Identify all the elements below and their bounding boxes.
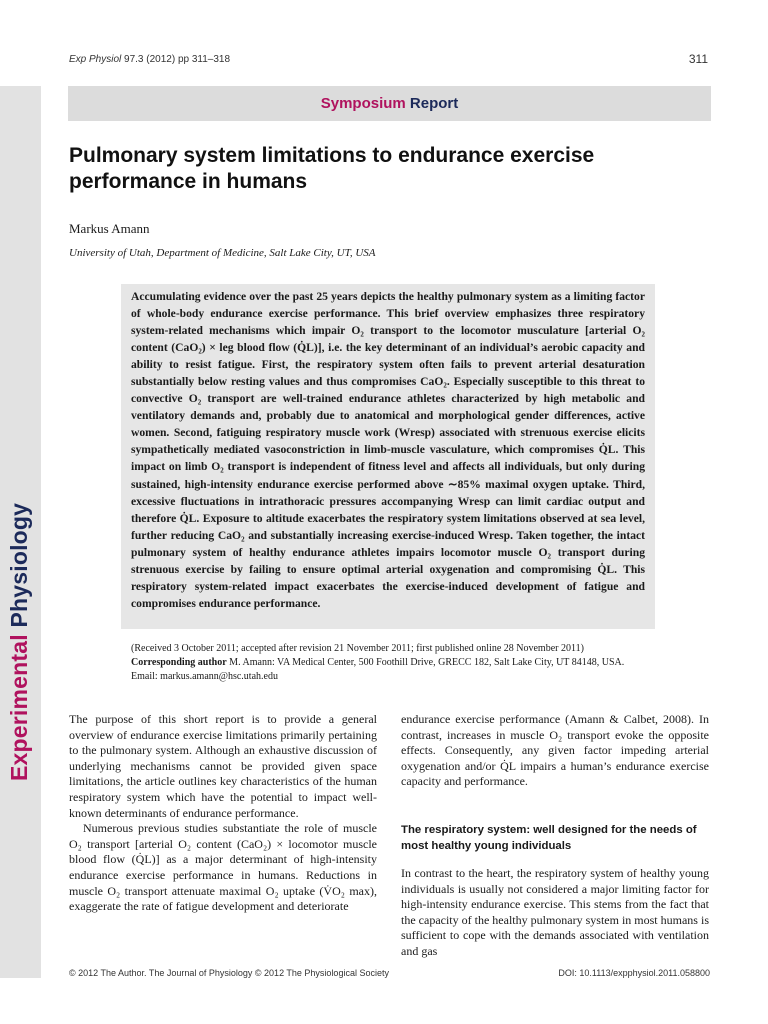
corresponding-author (131, 656, 691, 670)
footer-copyright: © 2012 The Author. The Journal of Physiology © 2012 The Physiological Society (69, 968, 389, 978)
journal-name: Exp Physiol (69, 54, 122, 65)
corresponding-label: Corresponding author (131, 657, 227, 668)
banner-report: Report (409, 95, 459, 112)
journal-volume-pages: 97.3 (2012) pp 311–318 (121, 54, 231, 65)
abstract-box (121, 284, 655, 629)
sidebar-journal-name (6, 503, 33, 781)
body-paragraph: Numerous previous studies substantiate the role of muscle O₂ transport [arterial O₂ content (CaO₂) × locomotor muscle blood flow (Q̇L)] as a major determinant of high-intensity endurance exercise performance in humans. Reductions in muscle O₂ transport attenuate maximal O₂ uptake (V̇O₂ max), exaggerate the rate of fatigue development and deteriorate (69, 821, 377, 914)
sidebar-word-physiology: Physiology (6, 502, 32, 628)
footer-doi: DOI: 10.1113/expphysiol.2011.058800 (558, 968, 710, 978)
article-title: Pulmonary system limitations to endurance exercise performance in humans (69, 144, 595, 193)
body-paragraph: endurance exercise performance (Amann & Calbet, 2008). In contrast, increases in muscle O₂ transport evoke the opposite effects. Consequently, any given factor impeding arterial oxygenation and/or Q̇L impairs a human’s endurance exercise capacity and performance. (401, 712, 709, 789)
banner-symposium: Symposium (320, 95, 406, 112)
journal-reference (69, 54, 230, 65)
received-dates: (Received 3 October 2011; accepted after revision 21 November 2011; first published online 28 November 2011) (131, 643, 584, 654)
section-heading: The respiratory system: well designed for the needs of most healthy young individuals (401, 823, 697, 852)
abstract-text: Accumulating evidence over the past 25 years depicts the healthy pulmonary system as a limiting factor of whole-body endurance exercise performance. This brief overview emphasizes three respiratory system-related mechanisms which impair O₂ transport to the locomotor musculature [arterial O₂ content (CaO₂) × leg blood flow (Q̇L)], i.e. the key determinant of an individual’s aerobic capacity and ability to resist fatigue. First, the respiratory system often fails to prevent arterial desaturation substantially below resting values and thus compromises CaO₂. Especially susceptible to this threat to convective O₂ transport are well-trained endurance athletes characterized by high metabolic and ventilatory demands and, probably due to anatomical and morphological gender differences, active women. Second, fatiguing respiratory muscle work (Wresp) associated with strenuous exercise elicits sympathetically mediated vasoconstriction in limb-muscle vasculature, which compromises Q̇L. This impact on limb O₂ transport is independent of fitness level and affects all individuals, but only during sustained, high-intensity endurance exercise performed above ∼85% maximal oxygen uptake. Third, excessive fluctuations in intrathoracic pressures accompanying Wresp can limit cardiac output and therefore Q̇L. Exposure to altitude exacerbates the respiratory system limitations observed at sea level, further reducing CaO₂ and substantially increasing exercise-induced Wresp. Taken together, the intact pulmonary system of healthy endurance athletes impairs locomotor muscle O₂ transport during strenuous exercise by failing to ensure optimal arterial oxygenation and compromising Q̇L. This respiratory system-related impact exacerbates the exercise-induced development of fatigue and compromises endurance performance. (131, 290, 645, 610)
body-paragraph: The purpose of this short report is to provide a general overview of endurance exercise limitations primarily pertaining to the pulmonary system. Although an exhaustive discussion of underlying mechanisms cannot be provided given space limitations, the article outlines key characteristics of the human respiratory system which have the potential to impact well-known determinants of endurance performance. (69, 712, 377, 820)
article-type-banner (68, 86, 711, 121)
corresponding-address: M. Amann: VA Medical Center, 500 Foothill Drive, GRECC 182, Salt Lake City, UT 84148, USA. (226, 657, 625, 668)
body-column-left (69, 712, 377, 915)
journal-sidebar (0, 86, 41, 978)
page-number: 311 (688, 52, 708, 66)
sidebar-word-experimental: Experimental (6, 634, 32, 781)
author-name: Markus Amann (69, 221, 150, 236)
article-history (131, 642, 691, 684)
body-paragraph: In contrast to the heart, the respiratory system of healthy young individuals is usually not considered a major limiting factor for high-intensity endurance exercise. This stems from the fact that the capacity of the healthy pulmonary system in most humans is sufficient to cope with the demands associated with ventilation and gas (401, 865, 709, 958)
author-email: Email: markus.amann@hsc.utah.edu (131, 671, 278, 682)
body-column-right (401, 712, 709, 960)
author-affiliation: University of Utah, Department of Medicine, Salt Lake City, UT, USA (69, 247, 376, 259)
